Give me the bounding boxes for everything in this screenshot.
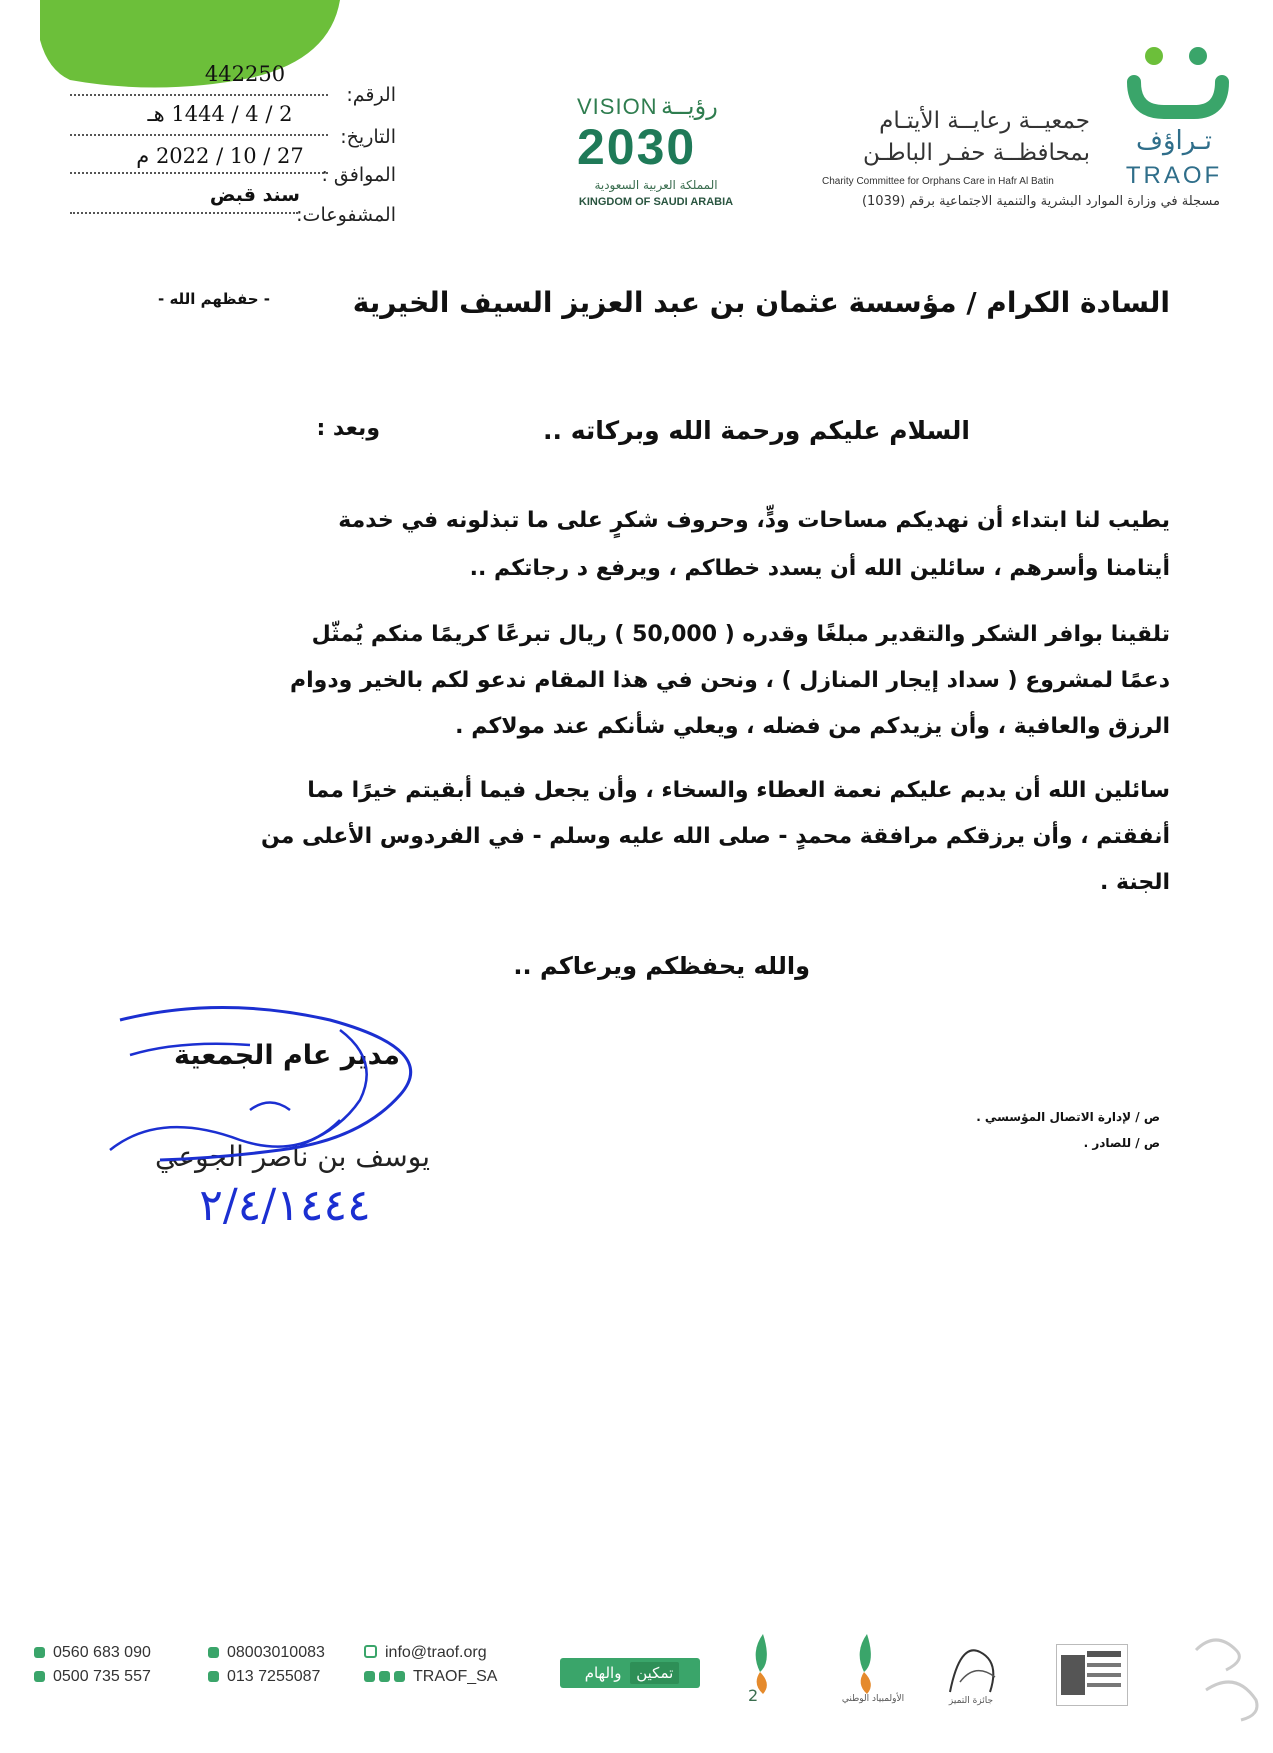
slogan-tag: [560, 1658, 700, 1688]
traof-brand-en: TRAOF: [1125, 162, 1223, 189]
paragraph-2-line-2: دعمًا لمشروع ( سداد إيجار المنازل ) ، ونحن في هذا المقام ندعو لكم بالخير ودوام: [290, 668, 1170, 693]
footer-social[interactable]: [364, 1668, 497, 1686]
youtube-icon: [379, 1671, 390, 1682]
twitter-icon: [364, 1671, 375, 1682]
reference-number: 442250: [204, 62, 286, 86]
greeting-after: وبعد :: [316, 416, 380, 441]
org-registration: مسجلة في وزارة الموارد البشرية والتنمية الاجتماعية برقم (1039): [861, 194, 1220, 209]
footer-email-text: info@traof.org: [385, 1644, 487, 1661]
footer-landline[interactable]: [208, 1668, 320, 1686]
signature-name: يوسف بن ناصر الجوعي: [155, 1140, 430, 1173]
instagram-icon: [394, 1671, 405, 1682]
toll-free-icon: [208, 1647, 219, 1658]
paragraph-2-line-3: الرزق والعافية ، وأن يزيدكم من فضله ، ويعلي شأنكم عند مولاكم .: [455, 714, 1170, 739]
traof-logo-mark: [1124, 42, 1234, 122]
vision-word-ar: رؤيــة: [661, 92, 718, 120]
paragraph-3-line-1: سائلين الله أن يديم عليكم نعمة العطاء والسخاء ، وأن يجعل فيما أبقيتم خيرًا مما: [307, 778, 1170, 803]
footer-phone-2-text: 0500 735 557: [53, 1668, 151, 1685]
footer-toll-free-text: 08003010083: [227, 1644, 325, 1661]
paragraph-3-line-3: الجنة .: [1100, 870, 1170, 895]
footer-phone-1[interactable]: [34, 1644, 151, 1662]
hijri-date: 2 / 4 / 1444 هـ: [147, 102, 293, 126]
number-label: الرقم:: [346, 84, 396, 106]
whatsapp-icon: [34, 1647, 45, 1658]
landline-icon: [208, 1671, 219, 1682]
vision-year: 2030: [577, 119, 697, 175]
vision-word-en: VISION: [577, 94, 658, 119]
signature-title: مدير عام الجمعية: [173, 1040, 400, 1071]
closing: والله يحفظكم ويرعاكم ..: [513, 952, 810, 980]
attachments-label: المشفوعات:: [296, 204, 396, 226]
footer-toll-free[interactable]: [208, 1644, 325, 1662]
slogan-right: تمكين: [630, 1662, 679, 1684]
copy-line-2: ص / للصادر .: [1083, 1136, 1160, 1150]
handwritten-date: ٢/٤/١٤٤٤: [199, 1180, 371, 1231]
paragraph-1-line-1: يطيب لنا ابتداء أن نهديكم مساحات ودٍّ، وحروف شكرٍ على ما تبذلونه في خدمة: [338, 508, 1170, 533]
vision-2030-logo: [575, 92, 735, 212]
date-label: التاريخ:: [340, 126, 396, 148]
copy-line-1: ص / لإدارة الاتصال المؤسسي .: [976, 1110, 1160, 1124]
excellence-award-badge: [1056, 1644, 1128, 1706]
award-badge-mark: [1057, 1645, 1127, 1705]
olympiad-award-logo-2: [738, 1628, 788, 1708]
gregorian-date: 27 / 10 / 2022 م: [136, 144, 304, 168]
org-name-line2: بمحافظــة حفـر الباطـن: [862, 140, 1090, 166]
footer-phone-1-text: 0560 683 090: [53, 1644, 151, 1661]
award-text-b: جائزة التميز: [948, 1696, 994, 1706]
attachments-value: سند قبض: [209, 184, 300, 206]
honorific: - حفظهم الله -: [158, 290, 270, 308]
org-name-en: Charity Committee for Orphans Care in Hafr Al Batin: [822, 176, 1054, 187]
excellence-award-calligraphy: [940, 1632, 1010, 1706]
traof-logo: [1110, 40, 1240, 190]
paragraph-2-line-1: تلقينا بوافر الشكر والتقدير مبلغًا وقدره ( 50,000 ) ريال تبرعًا كريمًا منكم يُمثّل: [311, 622, 1170, 647]
paragraph-1-line-2: أيتامنا وأسرهم ، سائلين الله أن يسدد خطاكم ، ويرفع د رجاتكم ..: [469, 556, 1170, 581]
phone-icon: [34, 1671, 45, 1682]
paragraph-3-line-2: أنفقتم ، وأن يرزقكم مرافقة محمدٍ - صلى الله عليه وسلم - في الفردوس الأعلى من: [260, 824, 1170, 849]
footer-landline-text: 013 7255087: [227, 1668, 321, 1685]
slogan-left: والهام: [584, 1664, 622, 1682]
vision-kingdom-ar: المملكة العربية السعودية: [594, 178, 718, 192]
award-text-a: الأولمبياد الوطني: [841, 1694, 905, 1704]
footer-social-text: TRAOF_SA: [413, 1668, 498, 1685]
vision-kingdom-en: KINGDOM OF SAUDI ARABIA: [578, 196, 734, 208]
traof-brand-ar: تـراؤف: [1136, 126, 1212, 156]
corner-curl-decoration: [1186, 1630, 1266, 1740]
footer-phone-2[interactable]: [34, 1668, 151, 1686]
footer-email[interactable]: [364, 1644, 487, 1662]
gregorian-label: الموافق :: [321, 164, 396, 186]
email-icon: [364, 1645, 377, 1658]
attachments-dotline: [70, 212, 298, 214]
org-name-line1: جمعيــة رعايــة الأيتـام: [879, 108, 1090, 134]
addressee: السادة الكرام / مؤسسة عثمان بن عبد العزيز السيف الخيرية: [352, 286, 1170, 319]
award-number: 2: [748, 1686, 759, 1705]
greeting: السلام عليكم ورحمة الله وبركاته ..: [543, 416, 970, 445]
